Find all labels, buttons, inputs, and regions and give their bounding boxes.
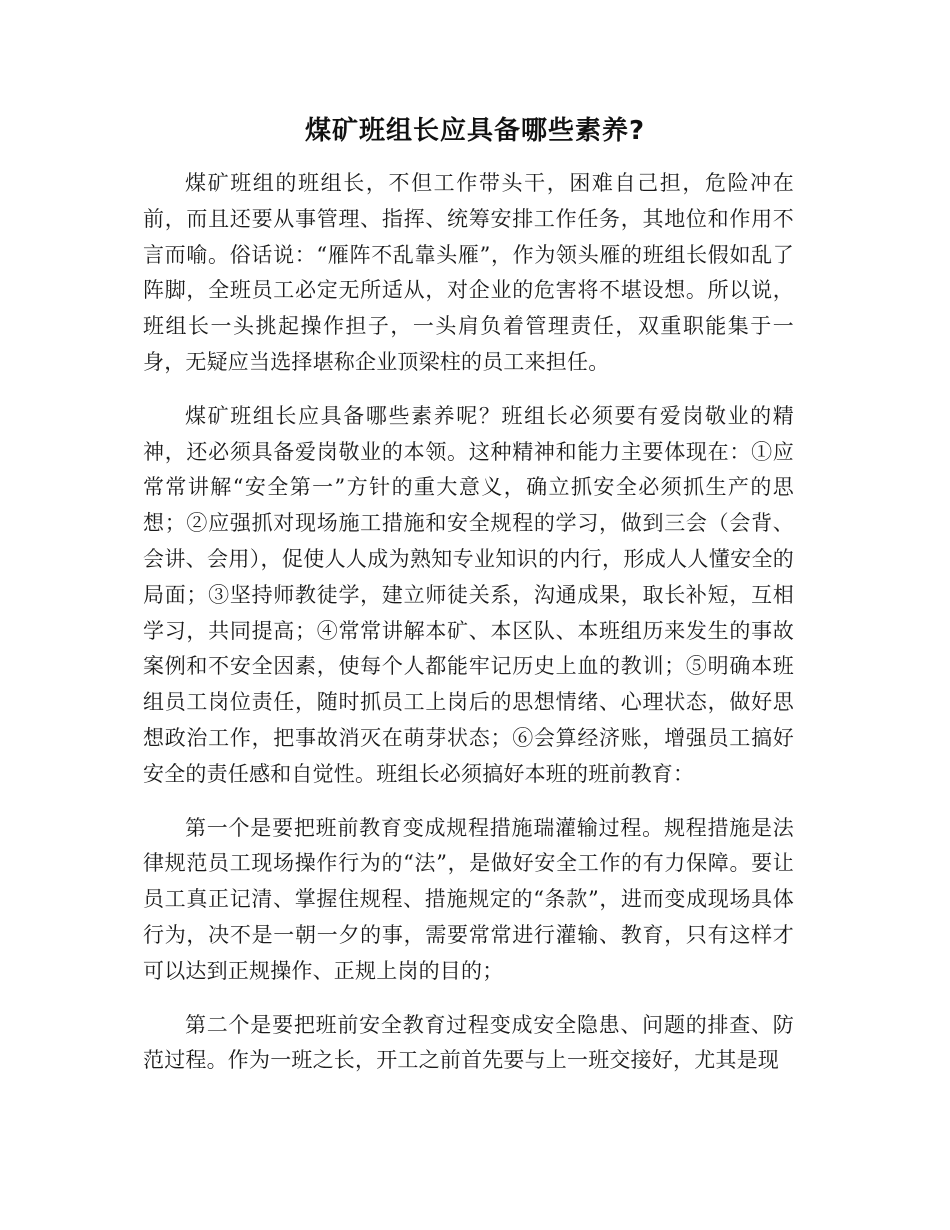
- paragraph-intro: 煤矿班组的班组长，不但工作带头干，困难自己担，危险冲在前，而且还要从事管理、指挥、统筹安排工作任务，其地位和作用不言而喻。俗话说：“雁阵不乱靠头雁”，作为领头雁的班组长假如乱了阵脚，全班员工必定无所适从，对企业的危害将不堪设想。所以说，班组长一头挑起操作担子，一头肩负着管理责任，双重职能集于一身，无疑应当选择堪称企业顶梁柱的员工来担任。: [143, 171, 794, 374]
- document-body: [143, 166, 794, 1097]
- paragraph-first-point: 第一个是要把班前教育变成规程措施瑞灌输过程。规程措施是法律规范员工现场操作行为的“法”，是做好安全工作的有力保障。要让员工真正记清、掌握住规程、措施规定的“条款”，进而变成现场具体行为，决不是一朝一夕的事，需要常常进行灌输、教育，只有这样才可以达到正规操作、正规上岗的目的；: [143, 815, 794, 983]
- document-title: 煤矿班组长应具备哪些素养?: [304, 116, 646, 146]
- paragraph-qualities: 煤矿班组长应具备哪些素养呢？班组长必须要有爱岗敬业的精神，还必须具备爱岗敬业的本领。这种精神和能力主要体现在：①应常常讲解“安全第一”方针的重大意义，确立抓安全必须抓生产的思想；②应强抓对现场施工措施和安全规程的学习，做到三会（会背、会讲、会用），促使人人成为熟知专业知识的内行，形成人人懂安全的局面；③坚持师教徒学，建立师徒关系，沟通成果，取长补短，互相学习，共同提高；④常常讲解本矿、本区队、本班组历来发生的事故案例和不安全因素，使每个人都能牢记历史上血的教训；⑤明确本班组员工岗位责任，随时抓员工上岗后的思想情绪、心理状态，做好思想政治工作，把事故消灭在萌芽状态；⑥会算经济账，增强员工搞好安全的责任感和自觉性。班组长必须搞好本班的班前教育：: [143, 403, 794, 786]
- paragraph-second-point: 第二个是要把班前安全教育过程变成安全隐患、问题的排查、防范过程。作为一班之长，开工之前首先要与上一班交接好，尤其是现: [143, 1012, 794, 1073]
